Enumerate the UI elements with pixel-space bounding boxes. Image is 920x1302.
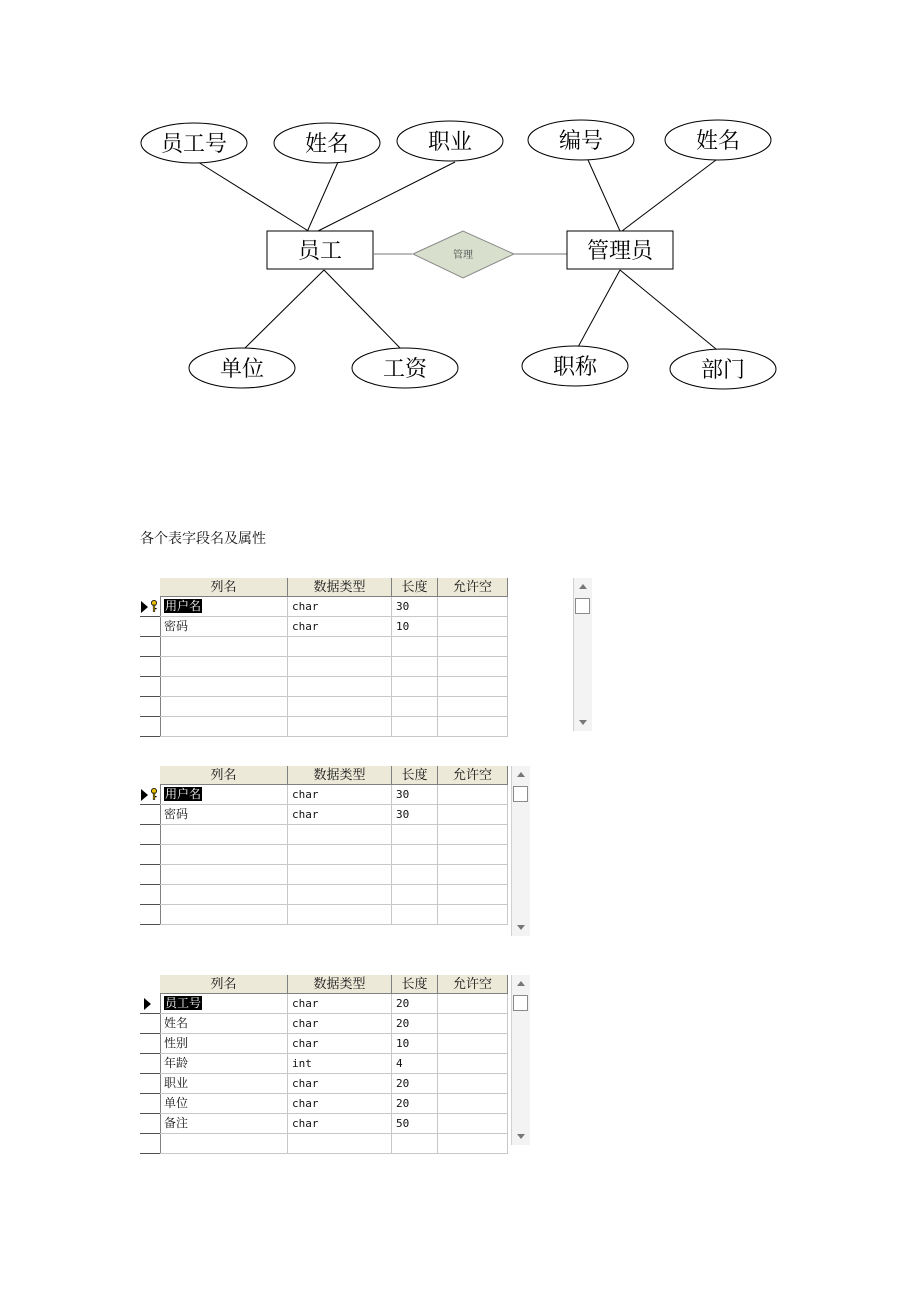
table-grid-3 <box>140 975 512 1145</box>
cell-length[interactable]: 30 <box>392 785 438 805</box>
cell-data-type[interactable]: char <box>288 994 392 1014</box>
column-header-length[interactable]: 长度 <box>392 578 438 597</box>
row-selector[interactable] <box>140 845 160 865</box>
cell-length[interactable]: 10 <box>392 1034 438 1054</box>
line-manager-id <box>588 160 620 231</box>
empty-cell[interactable] <box>438 905 508 925</box>
empty-cell[interactable] <box>392 657 438 677</box>
row-selector[interactable] <box>140 1094 160 1114</box>
empty-cell[interactable] <box>438 845 508 865</box>
scroll-down-arrow-icon[interactable] <box>517 925 525 930</box>
empty-cell[interactable] <box>392 845 438 865</box>
cell-data-type[interactable]: char <box>288 805 392 825</box>
cell-allow-null[interactable] <box>438 1014 508 1034</box>
row-pointer-icon <box>144 998 151 1010</box>
row-selector[interactable] <box>140 885 160 905</box>
scroll-down-arrow-icon[interactable] <box>517 1134 525 1139</box>
cell-allow-null[interactable] <box>438 597 508 617</box>
cell-allow-null[interactable] <box>438 617 508 637</box>
empty-cell[interactable] <box>288 825 392 845</box>
empty-cell[interactable] <box>438 885 508 905</box>
relationship-label: 管理 <box>453 250 473 261</box>
row-selector[interactable] <box>140 677 160 697</box>
cell-column-name[interactable]: 密码 <box>160 617 288 637</box>
empty-cell[interactable] <box>392 1134 438 1154</box>
cell-length[interactable]: 20 <box>392 1014 438 1034</box>
row-selector[interactable] <box>140 1014 160 1034</box>
empty-cell[interactable] <box>160 845 288 865</box>
attr-manager-id-label: 编号 <box>558 129 604 154</box>
column-header-column-name[interactable]: 列名 <box>160 975 288 994</box>
empty-cell[interactable] <box>392 905 438 925</box>
empty-cell[interactable] <box>392 637 438 657</box>
empty-cell[interactable] <box>160 825 288 845</box>
cell-data-type[interactable]: char <box>288 785 392 805</box>
line-manager-title <box>578 270 620 347</box>
column-header-length[interactable]: 长度 <box>392 975 438 994</box>
cell-allow-null[interactable] <box>438 1034 508 1054</box>
cell-column-name[interactable]: 单位 <box>160 1094 288 1114</box>
empty-cell[interactable] <box>438 865 508 885</box>
empty-cell[interactable] <box>392 885 438 905</box>
empty-cell[interactable] <box>160 905 288 925</box>
empty-cell[interactable] <box>288 905 392 925</box>
primary-key-icon <box>150 600 158 612</box>
cell-column-name[interactable]: 备注 <box>160 1114 288 1134</box>
selected-cell-text: 用户名 <box>165 787 202 801</box>
line-employee-salary <box>324 270 402 350</box>
cell-data-type[interactable]: char <box>288 1014 392 1034</box>
cell-length[interactable]: 30 <box>392 597 438 617</box>
table-grid-1 <box>140 578 512 731</box>
empty-cell[interactable] <box>288 1134 392 1154</box>
scroll-thumb[interactable] <box>513 995 528 1011</box>
line-manager-name <box>622 160 716 231</box>
cell-column-name[interactable] <box>160 994 288 1014</box>
cell-data-type[interactable]: char <box>288 1034 392 1054</box>
table-grid-3-scrollbar[interactable] <box>511 975 530 1145</box>
empty-cell[interactable] <box>288 845 392 865</box>
cell-data-type[interactable]: int <box>288 1054 392 1074</box>
line-manager-dept <box>620 270 716 349</box>
scroll-down-arrow-icon[interactable] <box>579 720 587 725</box>
attr-manager-dept-label: 部门 <box>700 358 746 383</box>
column-header-data-type[interactable]: 数据类型 <box>288 975 392 994</box>
cell-data-type[interactable]: char <box>288 617 392 637</box>
line-employee-id <box>198 162 310 232</box>
primary-key-icon <box>150 788 158 800</box>
column-header-data-type[interactable]: 数据类型 <box>288 578 392 597</box>
row-selector[interactable] <box>140 617 160 637</box>
row-selector[interactable] <box>140 697 160 717</box>
cell-length[interactable]: 30 <box>392 805 438 825</box>
empty-cell[interactable] <box>160 885 288 905</box>
cell-allow-null[interactable] <box>438 1054 508 1074</box>
empty-cell[interactable] <box>392 697 438 717</box>
attr-manager-title-label: 职称 <box>552 355 598 380</box>
empty-cell[interactable] <box>288 717 392 737</box>
scroll-up-arrow-icon[interactable] <box>517 772 525 777</box>
column-header-data-type[interactable]: 数据类型 <box>288 766 392 785</box>
cell-length[interactable]: 20 <box>392 1094 438 1114</box>
scroll-up-arrow-icon[interactable] <box>579 584 587 589</box>
row-selector[interactable] <box>140 1054 160 1074</box>
empty-cell[interactable] <box>392 825 438 845</box>
cell-allow-null[interactable] <box>438 994 508 1014</box>
empty-cell[interactable] <box>288 865 392 885</box>
selected-cell-text: 员工号 <box>165 996 202 1010</box>
table-grid-2-scrollbar[interactable] <box>511 766 530 936</box>
column-header-length[interactable]: 长度 <box>392 766 438 785</box>
empty-cell[interactable] <box>438 637 508 657</box>
line-employee-name <box>307 162 338 232</box>
empty-cell[interactable] <box>288 677 392 697</box>
cell-data-type[interactable]: char <box>288 597 392 617</box>
scroll-up-arrow-icon[interactable] <box>517 981 525 986</box>
empty-cell[interactable] <box>438 717 508 737</box>
entity-manager-label: 管理员 <box>586 239 654 264</box>
cell-data-type[interactable]: char <box>288 1114 392 1134</box>
cell-length[interactable]: 20 <box>392 994 438 1014</box>
attr-employee-id-label: 员工号 <box>160 132 228 157</box>
entity-employee-label: 员工 <box>297 239 343 264</box>
empty-cell[interactable] <box>438 697 508 717</box>
row-selector[interactable] <box>140 1114 160 1134</box>
line-employee-unit <box>245 270 324 348</box>
empty-cell[interactable] <box>438 825 508 845</box>
empty-cell[interactable] <box>438 1134 508 1154</box>
empty-cell[interactable] <box>160 717 288 737</box>
empty-cell[interactable] <box>438 677 508 697</box>
row-selector[interactable] <box>140 597 160 617</box>
er-diagram <box>0 0 920 420</box>
cell-allow-null[interactable] <box>438 1094 508 1114</box>
row-selector[interactable] <box>140 805 160 825</box>
row-selector[interactable] <box>140 1034 160 1054</box>
empty-cell[interactable] <box>392 717 438 737</box>
attr-manager-name-label: 姓名 <box>695 129 741 154</box>
row-selector[interactable] <box>140 785 160 805</box>
cell-column-name[interactable] <box>160 785 288 805</box>
column-header-allow-null[interactable]: 允许空 <box>438 766 508 785</box>
row-selector[interactable] <box>140 825 160 845</box>
cell-length[interactable]: 10 <box>392 617 438 637</box>
empty-cell[interactable] <box>160 697 288 717</box>
empty-cell[interactable] <box>288 657 392 677</box>
cell-column-name[interactable]: 密码 <box>160 805 288 825</box>
row-selector[interactable] <box>140 717 160 737</box>
row-selector[interactable] <box>140 1074 160 1094</box>
empty-cell[interactable] <box>160 637 288 657</box>
cell-allow-null[interactable] <box>438 1074 508 1094</box>
cell-allow-null[interactable] <box>438 785 508 805</box>
attr-employee-job-label: 职业 <box>427 130 473 155</box>
cell-data-type[interactable]: char <box>288 1094 392 1114</box>
row-selector[interactable] <box>140 637 160 657</box>
empty-cell[interactable] <box>160 1134 288 1154</box>
empty-cell[interactable] <box>392 865 438 885</box>
empty-cell[interactable] <box>288 637 392 657</box>
cell-column-name[interactable]: 年龄 <box>160 1054 288 1074</box>
section-heading: 各个表字段名及属性 <box>140 531 266 547</box>
cell-length[interactable]: 4 <box>392 1054 438 1074</box>
row-selector[interactable] <box>140 1134 160 1154</box>
column-header-allow-null[interactable]: 允许空 <box>438 578 508 597</box>
selected-cell-text: 用户名 <box>165 599 202 613</box>
cell-allow-null[interactable] <box>438 1114 508 1134</box>
cell-column-name[interactable] <box>160 597 288 617</box>
row-selector[interactable] <box>140 657 160 677</box>
empty-cell[interactable] <box>160 677 288 697</box>
attr-employee-name-label: 姓名 <box>304 132 350 157</box>
empty-cell[interactable] <box>160 865 288 885</box>
cell-column-name[interactable]: 性别 <box>160 1034 288 1054</box>
cell-column-name[interactable]: 姓名 <box>160 1014 288 1034</box>
cell-column-name[interactable]: 职业 <box>160 1074 288 1094</box>
row-selector[interactable] <box>140 994 160 1014</box>
row-pointer-icon <box>141 789 148 801</box>
empty-cell[interactable] <box>288 697 392 717</box>
cell-length[interactable]: 50 <box>392 1114 438 1134</box>
column-header-column-name[interactable]: 列名 <box>160 766 288 785</box>
column-header-allow-null[interactable]: 允许空 <box>438 975 508 994</box>
attr-employee-unit-label: 单位 <box>219 357 265 382</box>
table-grid-1-scrollbar[interactable] <box>573 578 592 731</box>
cell-length[interactable]: 20 <box>392 1074 438 1094</box>
empty-cell[interactable] <box>160 657 288 677</box>
row-selector[interactable] <box>140 865 160 885</box>
scroll-thumb[interactable] <box>575 598 590 614</box>
empty-cell[interactable] <box>288 885 392 905</box>
attr-employee-salary-label: 工资 <box>382 357 428 382</box>
column-header-column-name[interactable]: 列名 <box>160 578 288 597</box>
cell-allow-null[interactable] <box>438 805 508 825</box>
cell-data-type[interactable]: char <box>288 1074 392 1094</box>
empty-cell[interactable] <box>392 677 438 697</box>
row-selector[interactable] <box>140 905 160 925</box>
row-pointer-icon <box>141 601 148 613</box>
table-grid-2 <box>140 766 512 936</box>
line-employee-job <box>316 162 455 232</box>
scroll-thumb[interactable] <box>513 786 528 802</box>
empty-cell[interactable] <box>438 657 508 677</box>
